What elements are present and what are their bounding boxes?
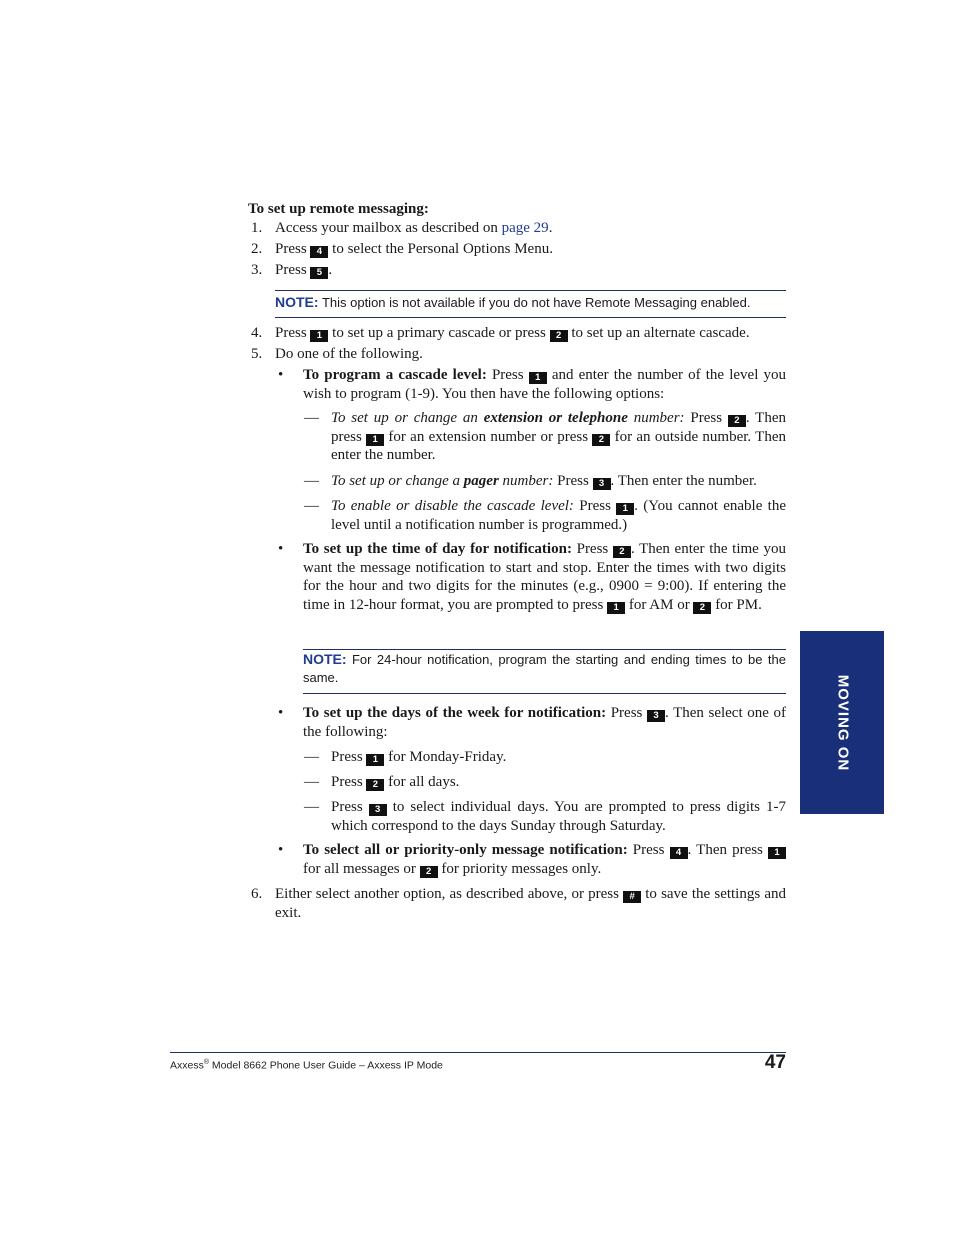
note-1 (275, 293, 786, 313)
bullet-icon: • (278, 842, 284, 858)
dash-icon: — (304, 473, 319, 489)
bullet-icon: • (278, 367, 284, 383)
step-text: . (328, 262, 333, 278)
option-label: number: (627, 410, 685, 426)
bullet-text: for all messages or (303, 860, 420, 877)
option-text: to select individual days. You are prompted to press digits 1-7 which correspond to the days Sunday through Saturday. (331, 799, 787, 834)
option-text: Press (331, 774, 367, 790)
bullet-icon: • (278, 541, 284, 557)
option-label: To set up or change a (331, 473, 464, 489)
bullet-text: Press (606, 705, 647, 721)
footer-divider (170, 1052, 786, 1053)
bullet-text: for AM or (625, 596, 694, 613)
cascade-option-enable (331, 497, 786, 534)
bullet-text: for PM. (711, 596, 762, 613)
step-number: 6. (251, 886, 263, 902)
option-label: To enable or disable the cascade level: (331, 498, 574, 514)
step-number: 5. (251, 346, 263, 362)
option-text: . Then press (331, 410, 786, 445)
bullet-text: . Then enter the time you want the message notification to start and stop. Enter the times with two digits for the hour and two digits for the minutes (e.g., 0900 = 9:00). If entering the time in 12-hour format, you are prompted to press (303, 541, 786, 613)
bullet-title: To program a cascade level: (303, 367, 487, 383)
bullet-title: To set up the days of the week for notification: (303, 705, 607, 721)
key-1-icon: 1 (607, 602, 625, 614)
note-text: For 24-hour notification, program the starting and ending times to be the same. (303, 652, 786, 685)
step-text: Press (275, 262, 311, 278)
bullet-days (303, 704, 786, 741)
key-4-icon: 4 (670, 847, 688, 859)
bullet-icon: • (278, 705, 284, 721)
option-text: . (You cannot enable the level until a notification number is programmed.) (331, 498, 786, 533)
option-text: for an outside number. Then enter the number. (331, 428, 787, 463)
step-2 (275, 240, 553, 259)
option-text: Press (331, 749, 367, 765)
key-5-icon: 5 (310, 267, 328, 279)
footer-title (170, 1054, 443, 1075)
note-text: This option is not available if you do not have Remote Messaging enabled. (318, 295, 751, 310)
step-text: Either select another option, as described above, or press (275, 886, 624, 902)
step-text: Press (275, 325, 311, 341)
option-text: Press (684, 410, 728, 426)
page-number: 47 (764, 1052, 786, 1073)
page-link[interactable]: page 29 (501, 220, 549, 236)
dash-icon: — (304, 749, 319, 765)
key-2-icon: 2 (420, 866, 438, 878)
step-text: to save the settings and exit. (275, 886, 786, 921)
option-emphasis: pager (463, 473, 499, 489)
bullet-time (303, 540, 786, 614)
dash-icon: — (304, 410, 319, 426)
key-1-icon: 1 (768, 847, 786, 859)
cascade-option-pager (331, 472, 786, 491)
option-emphasis: extension or telephone (483, 410, 628, 426)
key-2-icon: 2 (366, 779, 384, 791)
note-label: NOTE: (275, 294, 319, 310)
bullet-text: Press (571, 541, 613, 557)
note-label: NOTE: (303, 651, 347, 667)
bullet-text: for priority messages only. (437, 860, 602, 877)
bullet-cascade (303, 366, 786, 403)
section-heading: To set up remote messaging: (248, 201, 429, 217)
option-text: Press (553, 473, 593, 489)
dash-icon: — (304, 498, 319, 514)
step-text: Press (275, 241, 311, 257)
bullet-text: Press (486, 367, 529, 383)
days-option-all (331, 773, 459, 792)
step-text: to set up a primary cascade or press (328, 325, 550, 341)
step-6 (275, 885, 786, 922)
option-label: To set up or change an (331, 410, 484, 426)
bullet-text: Press (627, 842, 670, 858)
days-option-individual (331, 798, 786, 835)
option-text: for Monday-Friday. (384, 749, 507, 765)
key-2-icon: 2 (693, 602, 711, 614)
days-option-weekdays (331, 748, 506, 767)
bullet-priority (303, 841, 786, 878)
option-text: . Then enter the number. (610, 473, 757, 489)
section-side-tab (800, 631, 884, 814)
bullet-title: To set up the time of day for notification: (303, 541, 572, 557)
option-label: number: (498, 473, 554, 489)
option-text: for an extension number or press (384, 428, 593, 445)
step-number: 4. (251, 325, 263, 341)
key-1-icon: 1 (366, 434, 384, 446)
step-number: 3. (251, 262, 263, 278)
key-2-icon: 2 (728, 415, 746, 427)
key-1-icon: 1 (310, 330, 328, 342)
note-divider (275, 317, 786, 318)
step-4 (275, 324, 750, 343)
step-number: 2. (251, 241, 263, 257)
side-tab-label: MOVING ON (834, 674, 852, 771)
bullet-text: . Then press (687, 842, 768, 858)
step-5: Do one of the following. (275, 346, 423, 362)
key-2-icon: 2 (613, 546, 631, 558)
option-text: for all days. (384, 774, 460, 790)
step-text: . (548, 220, 553, 236)
dash-icon: — (304, 799, 319, 815)
bullet-title: To select all or priority-only message notification: (303, 842, 628, 858)
note-divider (303, 649, 786, 650)
footer-brand: Axxess (170, 1059, 204, 1072)
footer-text: Model 8662 Phone User Guide – Axxess IP Mode (209, 1059, 443, 1072)
key-1-icon: 1 (616, 503, 634, 515)
cascade-option-extension (331, 409, 786, 465)
step-number: 1. (251, 220, 263, 236)
bullet-text: . Then select one of the following: (303, 705, 786, 740)
key-hash-icon: # (623, 891, 641, 903)
key-3-icon: 3 (593, 478, 611, 490)
key-4-icon: 4 (310, 246, 328, 258)
bullet-text: and enter the number of the level you wish to program (1-9). You then have the following options: (303, 367, 786, 402)
option-text: Press (331, 799, 369, 815)
key-3-icon: 3 (647, 710, 665, 722)
step-text: to select the Personal Options Menu. (328, 241, 553, 257)
key-3-icon: 3 (369, 804, 387, 816)
note-divider (275, 290, 786, 291)
note-divider (303, 693, 786, 694)
option-text: Press (573, 498, 617, 514)
registered-mark: ® (203, 1059, 210, 1066)
note-2 (303, 651, 786, 687)
key-1-icon: 1 (366, 754, 384, 766)
step-1 (275, 219, 552, 238)
step-text: to set up an alternate cascade. (567, 325, 750, 341)
step-text: Access your mailbox as described on (275, 220, 502, 236)
step-3 (275, 261, 332, 280)
key-2-icon: 2 (592, 434, 610, 446)
key-2-icon: 2 (550, 330, 568, 342)
dash-icon: — (304, 774, 319, 790)
key-1-icon: 1 (529, 372, 547, 384)
